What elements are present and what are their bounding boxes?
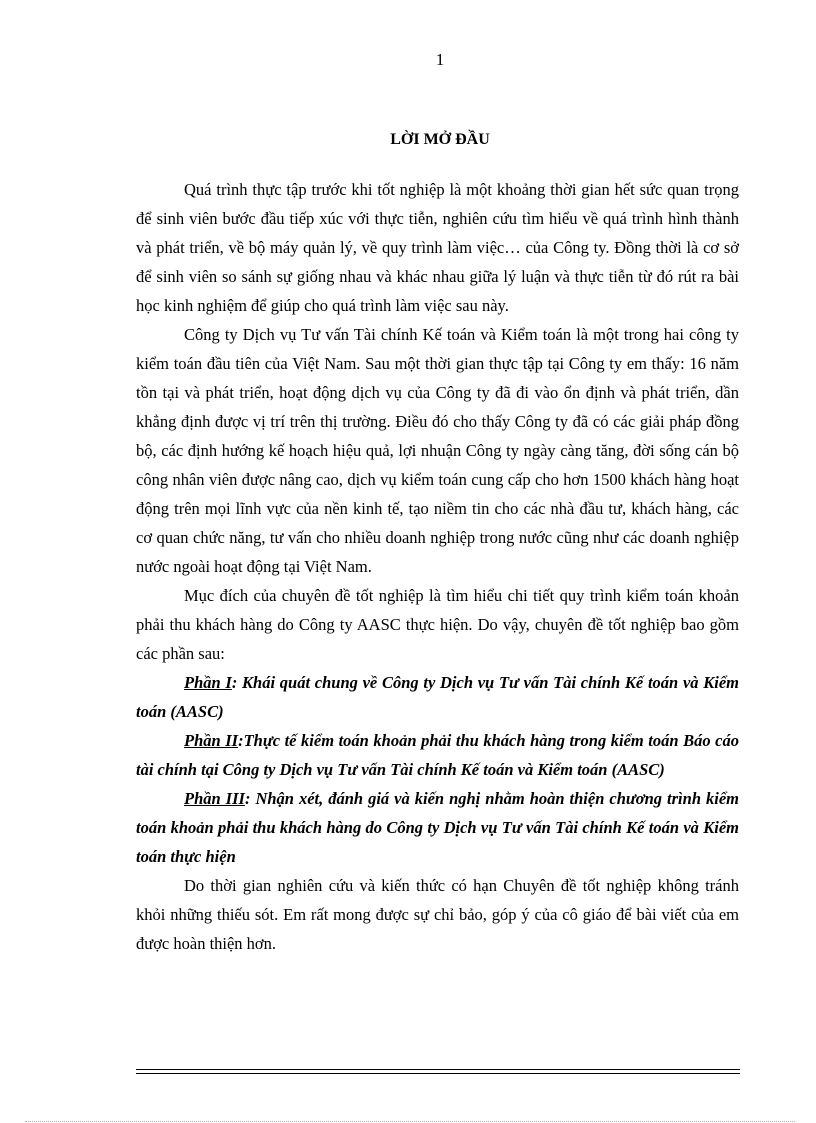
part-item-1 bbox=[136, 668, 739, 726]
part-label: Phần II bbox=[184, 731, 239, 750]
paragraph-company: Công ty Dịch vụ Tư vấn Tài chính Kế toán và Kiểm toán là một trong hai công ty kiểm toán đầu tiên của Việt Nam. Sau một thời gian thực tập tại Công ty em thấy: 16 năm tồn tại và phát triển, hoạt động dịch vụ của Công ty đã đi vào ổn định và phát triển, dần khẳng định được vị trí trên thị trường. Điều đó cho thấy Công ty đã có các giải pháp đồng bộ, các định hướng kế hoạch hiệu quả, lợi nhuận Công ty ngày càng tăng, đời sống cán bộ công nhân viên được nâng cao, dịch vụ kiểm toán cung cấp cho hơn 1500 khách hàng hoạt động trên mọi lĩnh vực của nền kinh tế, tạo niềm tin cho các nhà đầu tư, khách hàng, các cơ quan chức năng, tư vấn cho nhiều doanh nghiệp trong nước cũng như các doanh nghiệp nước ngoài hoạt động tại Việt Nam. bbox=[136, 325, 739, 576]
part-item-3 bbox=[136, 784, 739, 871]
page-number: 1 bbox=[435, 50, 445, 69]
part-text: : Nhận xét, đánh giá và kiến nghị nhằm hoàn thiện chương trình kiểm toán khoản phải thu khách hàng do Công ty Dịch vụ Tư vấn Tài chính Kế toán và Kiểm toán thực hiện bbox=[136, 789, 739, 866]
paragraph-closing: Do thời gian nghiên cứu và kiến thức có hạn Chuyên đề tốt nghiệp không tránh khỏi những thiếu sót. Em rất mong được sự chỉ bảo, góp ý của cô giáo để bài viết của em được hoàn thiện hơn. bbox=[136, 876, 739, 953]
paragraph-purpose: Mục đích của chuyên đề tốt nghiệp là tìm hiểu chi tiết quy trình kiểm toán khoản phải thu khách hàng do Công ty AASC thực hiện. Do vậy, chuyên đề tốt nghiệp bao gồm các phần sau: bbox=[136, 586, 739, 663]
footer-double-rule bbox=[136, 1069, 740, 1074]
page-title: LỜI MỞ ĐẦU bbox=[390, 131, 490, 148]
part-label: Phần III bbox=[184, 789, 245, 808]
paragraph-intro: Quá trình thực tập trước khi tốt nghiệp là một khoảng thời gian hết sức quan trọng để sinh viên bước đầu tiếp xúc với thực tiễn, nghiên cứu tìm hiểu về quá trình hình thành và phát triển, về bộ máy quản lý, về quy trình làm việc… của Công ty. Đồng thời là cơ sở để sinh viên so sánh sự giống nhau và khác nhau giữa lý luận và thực tiễn từ đó rút ra bài học kinh nghiệm để giúp cho quá trình làm việc sau này. bbox=[136, 180, 739, 315]
part-text: : Khái quát chung về Công ty Dịch vụ Tư vấn Tài chính Kế toán và Kiểm toán (AASC) bbox=[136, 673, 739, 721]
part-item-2 bbox=[136, 726, 739, 784]
part-text: :Thực tế kiểm toán khoản phải thu khách hàng trong kiểm toán Báo cáo tài chính tại Công ty Dịch vụ Tư vấn Tài chính Kế toán và Kiểm toán (AASC) bbox=[136, 731, 739, 779]
page-bottom-border bbox=[25, 1121, 795, 1122]
part-label: Phần I bbox=[184, 673, 232, 692]
document-body bbox=[136, 175, 739, 958]
